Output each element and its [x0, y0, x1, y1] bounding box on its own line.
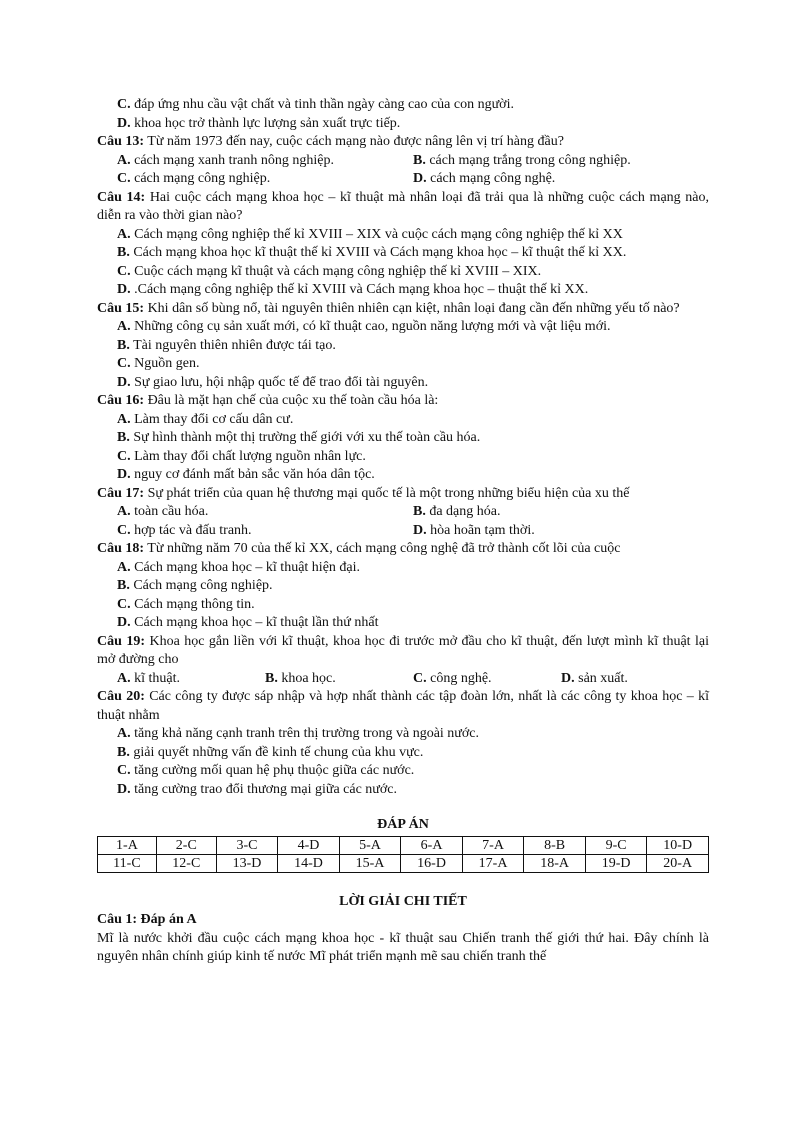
q15-option-a: A. Những công cụ sản xuất mới, có kĩ thuật cao, nguồn năng lượng mới và vật liệu mới. — [117, 319, 611, 334]
solution-q1-text: Mĩ là nước khởi đầu cuộc cách mạng khoa học - kĩ thuật sau Chiến tranh thế giới thứ hai. Đây chính là nguyên nhân chính giúp kinh tế nước Mĩ phát triển mạnh mẽ sau chiến tranh thế — [97, 930, 709, 964]
answer-key-title: ĐÁP ÁN — [377, 817, 429, 832]
answer-cell: 10-D — [647, 836, 709, 854]
exam-page — [97, 96, 709, 967]
answer-cell: 11-C — [98, 854, 157, 872]
q13-option-b: B. cách mạng trắng trong công nghiệp. — [413, 152, 631, 168]
q17-options-row1 — [97, 503, 709, 522]
answer-cell: 5-A — [339, 836, 401, 854]
q19-options-row — [97, 670, 709, 689]
q19-option-b: B. khoa học. — [265, 670, 336, 686]
q17-option-d: D. hòa hoãn tạm thời. — [413, 522, 535, 538]
q16-option-d: D. nguy cơ đánh mất bản sắc văn hóa dân tộc. — [117, 467, 375, 482]
answer-cell: 20-A — [647, 854, 709, 872]
option-prev-c: C. đáp ứng nhu cầu vật chất và tinh thần ngày càng cao của con người. — [117, 97, 514, 112]
answer-row-1 — [98, 836, 709, 854]
q13-options-row1 — [97, 152, 709, 171]
q16-option-a: A. Làm thay đổi cơ cấu dân cư. — [117, 411, 294, 427]
q19-option-c: C. công nghệ. — [413, 670, 492, 686]
question-20: Câu 20: Các công ty được sáp nhập và hợp nhất thành các tập đoàn lớn, nhất là các công ty khoa học – kĩ thuật nhằm — [97, 689, 710, 723]
q13-option-d: D. cách mạng công nghệ. — [413, 171, 556, 186]
q14-option-a: A. Cách mạng công nghiệp thế kỉ XVIII – XIX và cuộc cách mạng công nghiệp thế kỉ XX — [117, 226, 623, 242]
answer-cell: 1-A — [98, 836, 157, 854]
q17-option-b: B. đa dạng hóa. — [413, 504, 501, 519]
answer-cell: 8-B — [524, 836, 586, 854]
q20-option-d: D. tăng cường trao đổi thương mại giữa các nước. — [117, 781, 398, 797]
q14-option-b: B. Cách mạng khoa học kĩ thuật thế kỉ XVIII và Cách mạng khoa học – kĩ thuật thế kỉ XX. — [117, 245, 627, 260]
answer-cell: 4-D — [278, 836, 340, 854]
q19-option-a: A. kĩ thuật. — [117, 670, 181, 686]
q14-option-d: D. .Cách mạng công nghiệp thế kỉ XVIII và Cách mạng khoa học – thuật thế kỉ XX. — [117, 282, 589, 297]
q17-options-row2 — [97, 522, 709, 541]
answer-cell: 19-D — [585, 854, 647, 872]
answer-cell: 14-D — [278, 854, 340, 872]
question-14: Câu 14: Hai cuộc cách mạng khoa học – kĩ thuật mà nhân loại đã trải qua là những cuộc cách mạng nào, diễn ra vào thời gian nào? — [97, 189, 709, 223]
q13-option-c: C. cách mạng công nghiệp. — [117, 171, 271, 186]
answer-cell: 7-A — [462, 836, 524, 854]
q19-option-d: D. sản xuất. — [561, 670, 628, 686]
answer-row-2 — [98, 854, 709, 872]
question-18: Câu 18: Từ những năm 70 của thế kỉ XX, cách mạng công nghệ đã trở thành cốt lõi của cuộc — [97, 541, 621, 556]
option-prev-d: D. khoa học trở thành lực lượng sản xuất trực tiếp. — [117, 115, 401, 131]
q16-option-b: B. Sự hình thành một thị trường thế giới với xu thế toàn cầu hóa. — [117, 430, 481, 445]
q17-option-c: C. hợp tác và đấu tranh. — [117, 522, 252, 538]
q17-option-a: A. toàn cầu hóa. — [117, 504, 209, 519]
solution-q1-label: Câu 1: Đáp án A — [97, 912, 197, 927]
answer-cell: 15-A — [339, 854, 401, 872]
q18-option-d: D. Cách mạng khoa học – kĩ thuật lần thứ nhất — [117, 615, 379, 630]
q20-option-a: A. tăng khả năng cạnh tranh trên thị trường trong và ngoài nước. — [117, 726, 480, 741]
answer-cell: 16-D — [401, 854, 463, 872]
answer-cell: 18-A — [524, 854, 586, 872]
q13-options-row2 — [97, 170, 709, 189]
q15-option-c: C. Nguồn gen. — [117, 356, 200, 371]
answer-cell: 9-C — [585, 836, 647, 854]
answer-cell: 3-C — [216, 836, 278, 854]
answer-cell: 12-C — [156, 854, 216, 872]
question-17: Câu 17: Sự phát triển của quan hệ thương mại quốc tế là một trong những biểu hiện của xu thế — [97, 485, 630, 501]
q20-option-c: C. tăng cường mối quan hệ phụ thuộc giữa các nước. — [117, 763, 415, 778]
answer-cell: 17-A — [462, 854, 524, 872]
solution-title: LỜI GIẢI CHI TIẾT — [339, 893, 467, 909]
answer-cell: 13-D — [216, 854, 278, 872]
q18-option-b: B. Cách mạng công nghiệp. — [117, 578, 273, 593]
q14-option-c: C. Cuộc cách mạng kĩ thuật và cách mạng công nghiệp thế kỉ XVIII – XIX. — [117, 263, 542, 279]
answer-key-table — [97, 836, 709, 873]
q16-option-c: C. Làm thay đổi chất lượng nguồn nhân lực. — [117, 448, 366, 464]
q15-option-b: B. Tài nguyên thiên nhiên được tái tạo. — [117, 337, 336, 353]
q18-option-a: A. Cách mạng khoa học – kĩ thuật hiện đại. — [117, 559, 361, 575]
question-19: Câu 19: Khoa học gắn liền với kĩ thuật, khoa học đi trước mở đầu cho kĩ thuật, đến lượt mình kĩ thuật lại mở đường cho — [97, 633, 709, 667]
q20-option-b: B. giải quyết những vấn đề kinh tế chung của khu vực. — [117, 744, 424, 760]
answer-cell: 6-A — [401, 836, 463, 854]
question-16: Câu 16: Đâu là mặt hạn chế của cuộc xu thế toàn cầu hóa là: — [97, 393, 439, 408]
answer-cell: 2-C — [156, 836, 216, 854]
q15-option-d: D. Sự giao lưu, hội nhập quốc tế để trao đổi tài nguyên. — [117, 374, 429, 390]
question-13: Câu 13: Từ năm 1973 đến nay, cuộc cách mạng nào được nâng lên vị trí hàng đầu? — [97, 134, 564, 149]
q18-option-c: C. Cách mạng thông tin. — [117, 596, 255, 612]
q13-option-a: A. cách mạng xanh tranh nông nghiệp. — [117, 152, 334, 168]
question-15: Câu 15: Khi dân số bùng nổ, tài nguyên thiên nhiên cạn kiệt, nhân loại đang cần đến những yếu tố nào? — [97, 300, 680, 316]
